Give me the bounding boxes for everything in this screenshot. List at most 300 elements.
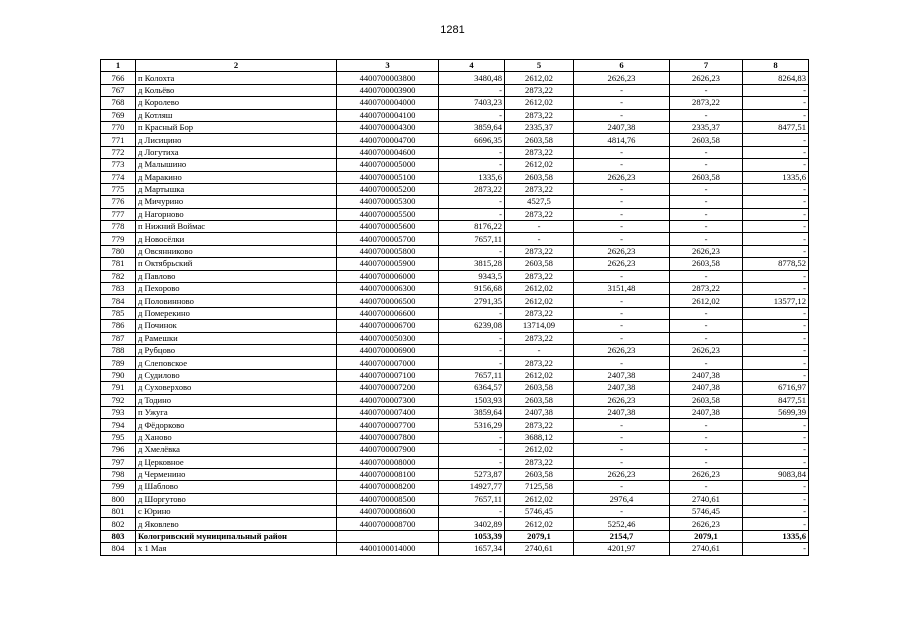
table-row xyxy=(101,344,809,356)
table-cell: 792 xyxy=(101,394,136,406)
table-cell: - xyxy=(439,196,505,208)
table-cell: 776 xyxy=(101,196,136,208)
table-cell: 2612,02 xyxy=(505,72,574,84)
table-cell: - xyxy=(574,295,670,307)
table-cell: - xyxy=(574,146,670,158)
table-cell: 2612,02 xyxy=(505,295,574,307)
table-cell: д Павлово xyxy=(136,270,337,282)
table-cell: п Ужуга xyxy=(136,406,337,418)
table-cell: - xyxy=(574,221,670,233)
table-cell: - xyxy=(743,134,809,146)
table-row xyxy=(101,506,809,518)
table-cell: 4400700004000 xyxy=(337,97,439,109)
table-cell: 2612,02 xyxy=(505,283,574,295)
table-cell: - xyxy=(439,506,505,518)
table-cell: д Судилово xyxy=(136,369,337,381)
table-cell: 1335,6 xyxy=(743,171,809,183)
table-cell: 782 xyxy=(101,270,136,282)
table-cell: д Котляш xyxy=(136,109,337,121)
table-cell: п Красный Бор xyxy=(136,121,337,133)
table-cell: 1335,6 xyxy=(743,530,809,542)
table-cell: д Ханово xyxy=(136,431,337,443)
table-cell: - xyxy=(670,307,743,319)
table-cell: 803 xyxy=(101,530,136,542)
table-cell: д Маракино xyxy=(136,171,337,183)
table-cell: 2603,58 xyxy=(505,382,574,394)
table-cell: 4400700004100 xyxy=(337,109,439,121)
table-row xyxy=(101,481,809,493)
column-header: 4 xyxy=(439,60,505,72)
table-cell: 4400700004300 xyxy=(337,121,439,133)
table-cell xyxy=(337,530,439,542)
table-cell: - xyxy=(743,159,809,171)
table-cell: 6716,97 xyxy=(743,382,809,394)
table-cell: 787 xyxy=(101,332,136,344)
table-cell: - xyxy=(439,146,505,158)
table-cell: 13714,09 xyxy=(505,320,574,332)
table-cell: п Нижний Воймас xyxy=(136,221,337,233)
table-cell: - xyxy=(574,332,670,344)
table-cell: д Пехорово xyxy=(136,283,337,295)
table-cell: 2626,23 xyxy=(670,468,743,480)
table-cell: 7403,23 xyxy=(439,97,505,109)
table-cell: 5746,45 xyxy=(505,506,574,518)
table-row xyxy=(101,221,809,233)
table-cell: д Королево xyxy=(136,97,337,109)
table-cell: - xyxy=(574,208,670,220)
table-cell: д Логутиха xyxy=(136,146,337,158)
table-cell: - xyxy=(670,481,743,493)
table-cell: 4400700005200 xyxy=(337,183,439,195)
table-cell: 4400700007900 xyxy=(337,444,439,456)
table-cell: - xyxy=(743,481,809,493)
table-cell: 798 xyxy=(101,468,136,480)
table-cell: - xyxy=(439,84,505,96)
table-cell: 786 xyxy=(101,320,136,332)
table-cell: - xyxy=(439,109,505,121)
table-cell: 2873,22 xyxy=(505,456,574,468)
table-cell: 4400700008700 xyxy=(337,518,439,530)
table-row xyxy=(101,146,809,158)
table-cell: 797 xyxy=(101,456,136,468)
table-cell: п Октябрьский xyxy=(136,258,337,270)
table-cell: 8477,51 xyxy=(743,394,809,406)
table-row xyxy=(101,270,809,282)
table-row xyxy=(101,493,809,505)
table-row xyxy=(101,258,809,270)
table-cell: д Новосёлки xyxy=(136,233,337,245)
table-cell: 4400700008500 xyxy=(337,493,439,505)
column-header: 8 xyxy=(743,60,809,72)
table-cell: - xyxy=(670,320,743,332)
table-cell: - xyxy=(505,233,574,245)
table-cell: 791 xyxy=(101,382,136,394)
table-cell: д Суховерхово xyxy=(136,382,337,394)
table-row xyxy=(101,468,809,480)
table-cell: 799 xyxy=(101,481,136,493)
table-cell: 790 xyxy=(101,369,136,381)
table-cell: 5316,29 xyxy=(439,419,505,431)
table-cell: с Юрино xyxy=(136,506,337,518)
table-cell: 4400700006300 xyxy=(337,283,439,295)
table-row xyxy=(101,518,809,530)
table-cell: д Шаблово xyxy=(136,481,337,493)
table-cell: - xyxy=(743,444,809,456)
table-cell: - xyxy=(670,419,743,431)
table-cell: 2873,22 xyxy=(670,283,743,295)
table-cell: 781 xyxy=(101,258,136,270)
table-cell: 8477,51 xyxy=(743,121,809,133)
table-cell: 2873,22 xyxy=(439,183,505,195)
table-cell: 4400700006500 xyxy=(337,295,439,307)
table-cell: 801 xyxy=(101,506,136,518)
table-cell: 8778,52 xyxy=(743,258,809,270)
table-cell: 4400700003900 xyxy=(337,84,439,96)
table-cell: 770 xyxy=(101,121,136,133)
table-cell: 2873,22 xyxy=(505,208,574,220)
table-cell: - xyxy=(743,307,809,319)
table-cell: х 1 Мая xyxy=(136,543,337,555)
table-cell: 1053,39 xyxy=(439,530,505,542)
table-cell: 2873,22 xyxy=(505,270,574,282)
table-cell: 2976,4 xyxy=(574,493,670,505)
table-cell: - xyxy=(670,233,743,245)
table-cell: - xyxy=(574,183,670,195)
table-cell: 769 xyxy=(101,109,136,121)
table-cell: 4400700005700 xyxy=(337,233,439,245)
table-cell: 6239,08 xyxy=(439,320,505,332)
table-cell: - xyxy=(574,456,670,468)
table-cell: - xyxy=(743,518,809,530)
table-cell: 4400700006000 xyxy=(337,270,439,282)
table-cell: 2612,02 xyxy=(670,295,743,307)
table-cell: - xyxy=(574,233,670,245)
table-cell: 4400700008200 xyxy=(337,481,439,493)
table-cell: - xyxy=(670,444,743,456)
table-cell: - xyxy=(574,357,670,369)
table-cell: 4814,76 xyxy=(574,134,670,146)
table-cell: д Фёдорково xyxy=(136,419,337,431)
table-cell: д Нагорново xyxy=(136,208,337,220)
table-cell: 773 xyxy=(101,159,136,171)
table-cell: 4400700005800 xyxy=(337,245,439,257)
table-cell: 2626,23 xyxy=(670,518,743,530)
table-cell: - xyxy=(505,221,574,233)
table-cell: 2873,22 xyxy=(505,332,574,344)
table-cell: 4400700007000 xyxy=(337,357,439,369)
table-cell: - xyxy=(670,109,743,121)
table-cell: - xyxy=(743,109,809,121)
table-cell: - xyxy=(439,332,505,344)
table-cell: 2873,22 xyxy=(505,183,574,195)
table-cell: - xyxy=(743,183,809,195)
table-cell: 7125,58 xyxy=(505,481,574,493)
table-cell: 796 xyxy=(101,444,136,456)
table-row xyxy=(101,419,809,431)
table-cell: - xyxy=(670,159,743,171)
table-cell: - xyxy=(743,493,809,505)
table-cell: 4400700005600 xyxy=(337,221,439,233)
table-row xyxy=(101,233,809,245)
table-cell: - xyxy=(439,307,505,319)
table-cell: 771 xyxy=(101,134,136,146)
data-table xyxy=(100,59,809,556)
table-row xyxy=(101,307,809,319)
table-row xyxy=(101,456,809,468)
table-cell: - xyxy=(574,431,670,443)
table-cell: 4400700008000 xyxy=(337,456,439,468)
table-cell: 2626,23 xyxy=(574,245,670,257)
table-cell: - xyxy=(439,344,505,356)
table-cell: - xyxy=(670,84,743,96)
table-row xyxy=(101,394,809,406)
table-cell: 2603,58 xyxy=(505,171,574,183)
table-cell: 4400700050300 xyxy=(337,332,439,344)
table-row xyxy=(101,369,809,381)
table-cell: 2612,02 xyxy=(505,493,574,505)
table-cell: д Малышино xyxy=(136,159,337,171)
table-cell: 2626,23 xyxy=(574,394,670,406)
table-cell: 2626,23 xyxy=(670,72,743,84)
table-cell: - xyxy=(743,543,809,555)
table-cell: 2407,38 xyxy=(505,406,574,418)
table-cell: 9156,68 xyxy=(439,283,505,295)
table-cell: - xyxy=(743,221,809,233)
table-cell: 783 xyxy=(101,283,136,295)
table-cell: - xyxy=(574,320,670,332)
table-row xyxy=(101,183,809,195)
column-header: 6 xyxy=(574,60,670,72)
table-cell: 3688,12 xyxy=(505,431,574,443)
table-cell: 2873,22 xyxy=(670,97,743,109)
table-cell: 795 xyxy=(101,431,136,443)
column-header: 2 xyxy=(136,60,337,72)
table-cell: - xyxy=(439,431,505,443)
table-cell: 804 xyxy=(101,543,136,555)
table-cell: - xyxy=(574,481,670,493)
table-cell: - xyxy=(670,146,743,158)
table-cell: - xyxy=(670,270,743,282)
table-cell: 2626,23 xyxy=(574,344,670,356)
table-cell: 4400700007800 xyxy=(337,431,439,443)
table-cell: - xyxy=(743,208,809,220)
table-cell: 2407,38 xyxy=(574,369,670,381)
table-cell: - xyxy=(439,456,505,468)
table-cell: 778 xyxy=(101,221,136,233)
table-cell: - xyxy=(439,444,505,456)
table-row xyxy=(101,295,809,307)
table-cell: 4400700006900 xyxy=(337,344,439,356)
table-cell: 2407,38 xyxy=(574,406,670,418)
page-number: 1281 xyxy=(440,24,465,36)
table-cell: д Половинново xyxy=(136,295,337,307)
table-cell: д Починок xyxy=(136,320,337,332)
table-cell: 2335,37 xyxy=(670,121,743,133)
table-cell: 2626,23 xyxy=(574,258,670,270)
table-cell: 2612,02 xyxy=(505,369,574,381)
table-cell: 6696,35 xyxy=(439,134,505,146)
table-row xyxy=(101,245,809,257)
table-cell: 2407,38 xyxy=(670,382,743,394)
table-cell: - xyxy=(574,84,670,96)
table-cell: 2740,61 xyxy=(670,543,743,555)
table-cell: - xyxy=(574,270,670,282)
table-cell: - xyxy=(743,146,809,158)
table-cell: - xyxy=(574,307,670,319)
table-cell: 774 xyxy=(101,171,136,183)
table-cell: 2603,58 xyxy=(670,134,743,146)
table-cell: 1503,93 xyxy=(439,394,505,406)
table-cell: 767 xyxy=(101,84,136,96)
table-cell: - xyxy=(743,369,809,381)
column-header: 1 xyxy=(101,60,136,72)
table-cell: 793 xyxy=(101,406,136,418)
table-cell: - xyxy=(743,233,809,245)
table-cell: 2603,58 xyxy=(505,258,574,270)
table-cell: 779 xyxy=(101,233,136,245)
table-cell: д Рубцово xyxy=(136,344,337,356)
table-cell: 4400700007200 xyxy=(337,382,439,394)
table-row xyxy=(101,357,809,369)
table-cell: 2626,23 xyxy=(574,72,670,84)
table-row xyxy=(101,406,809,418)
table-cell: 2079,1 xyxy=(670,530,743,542)
table-cell: 2873,22 xyxy=(505,109,574,121)
table-cell: - xyxy=(439,357,505,369)
table-row xyxy=(101,121,809,133)
table-cell: - xyxy=(574,444,670,456)
table-cell: 780 xyxy=(101,245,136,257)
table-cell: 2612,02 xyxy=(505,518,574,530)
table-cell: д Кольёво xyxy=(136,84,337,96)
table-cell: д Хмелёвка xyxy=(136,444,337,456)
table-cell: - xyxy=(743,245,809,257)
table-cell: 9083,84 xyxy=(743,468,809,480)
table-cell: 4201,97 xyxy=(574,543,670,555)
table-cell: 4400700004700 xyxy=(337,134,439,146)
table-cell: - xyxy=(505,344,574,356)
table-row xyxy=(101,382,809,394)
table-cell: 2612,02 xyxy=(505,444,574,456)
table-cell: 772 xyxy=(101,146,136,158)
table-cell: 2154,7 xyxy=(574,530,670,542)
table-cell: д Церковное xyxy=(136,456,337,468)
table-cell: - xyxy=(743,332,809,344)
table-body xyxy=(101,72,809,555)
table-cell: 2626,23 xyxy=(574,171,670,183)
table-cell: 5273,87 xyxy=(439,468,505,480)
table-cell: 2612,02 xyxy=(505,97,574,109)
table-row xyxy=(101,97,809,109)
table-cell: 785 xyxy=(101,307,136,319)
table-cell: д Слеповское xyxy=(136,357,337,369)
table-cell: 3151,48 xyxy=(574,283,670,295)
table-cell: 8264,83 xyxy=(743,72,809,84)
table-cell: Кологривский муниципальный район xyxy=(136,530,337,542)
table-cell: д Померекино xyxy=(136,307,337,319)
table-cell: - xyxy=(670,431,743,443)
table-row xyxy=(101,159,809,171)
table-cell: 3859,64 xyxy=(439,406,505,418)
table-cell: 2603,58 xyxy=(505,468,574,480)
table-cell: - xyxy=(574,159,670,171)
table-cell: 8176,22 xyxy=(439,221,505,233)
table-cell: д Мартышка xyxy=(136,183,337,195)
table-cell: 4400700007100 xyxy=(337,369,439,381)
column-header: 3 xyxy=(337,60,439,72)
table-cell: 2335,37 xyxy=(505,121,574,133)
table-cell: 789 xyxy=(101,357,136,369)
table-cell: 4400700005000 xyxy=(337,159,439,171)
table-cell: 2626,23 xyxy=(670,344,743,356)
table-cell: - xyxy=(743,196,809,208)
table-cell: - xyxy=(574,506,670,518)
table-cell: 2407,38 xyxy=(574,382,670,394)
table-cell: - xyxy=(743,344,809,356)
table-row xyxy=(101,283,809,295)
table-cell: 784 xyxy=(101,295,136,307)
table-cell: 2407,38 xyxy=(670,369,743,381)
table-cell: 2791,35 xyxy=(439,295,505,307)
table-cell: 2603,58 xyxy=(505,394,574,406)
table-cell: д Шоргутово xyxy=(136,493,337,505)
table-row xyxy=(101,109,809,121)
table-cell: 4400700003800 xyxy=(337,72,439,84)
table-cell: п Колохта xyxy=(136,72,337,84)
table-row xyxy=(101,84,809,96)
table-row xyxy=(101,171,809,183)
table-cell: 802 xyxy=(101,518,136,530)
table-cell: - xyxy=(670,183,743,195)
table-cell: 5699,39 xyxy=(743,406,809,418)
table-cell: 2873,22 xyxy=(505,245,574,257)
table-cell: - xyxy=(743,357,809,369)
table-cell: 2612,02 xyxy=(505,159,574,171)
table-cell: 4400700007400 xyxy=(337,406,439,418)
table-cell: 2626,23 xyxy=(670,245,743,257)
header-row xyxy=(101,60,809,72)
table-cell: - xyxy=(743,506,809,518)
table-cell: д Черменино xyxy=(136,468,337,480)
table-cell: 2603,58 xyxy=(670,171,743,183)
table-cell: 4400700006700 xyxy=(337,320,439,332)
table-cell: д Овсянниково xyxy=(136,245,337,257)
table-cell: - xyxy=(743,84,809,96)
table-cell: 3859,64 xyxy=(439,121,505,133)
table-cell: 4400700007700 xyxy=(337,419,439,431)
table-row xyxy=(101,72,809,84)
table-cell: 13577,12 xyxy=(743,295,809,307)
table-row xyxy=(101,208,809,220)
table-cell: 788 xyxy=(101,344,136,356)
table-cell: 2873,22 xyxy=(505,146,574,158)
table-cell: - xyxy=(670,332,743,344)
table-row xyxy=(101,320,809,332)
table-cell: 800 xyxy=(101,493,136,505)
table-cell: 2407,38 xyxy=(670,406,743,418)
table-cell: 777 xyxy=(101,208,136,220)
table-cell: - xyxy=(439,208,505,220)
table-cell: 7657,11 xyxy=(439,493,505,505)
table-cell: - xyxy=(439,159,505,171)
table-cell: д Яковлево xyxy=(136,518,337,530)
table-cell: - xyxy=(439,245,505,257)
table-cell: 9343,5 xyxy=(439,270,505,282)
table-cell: 7657,11 xyxy=(439,369,505,381)
table-cell: - xyxy=(574,419,670,431)
table-cell: 4400700005900 xyxy=(337,258,439,270)
total-row xyxy=(101,530,809,542)
